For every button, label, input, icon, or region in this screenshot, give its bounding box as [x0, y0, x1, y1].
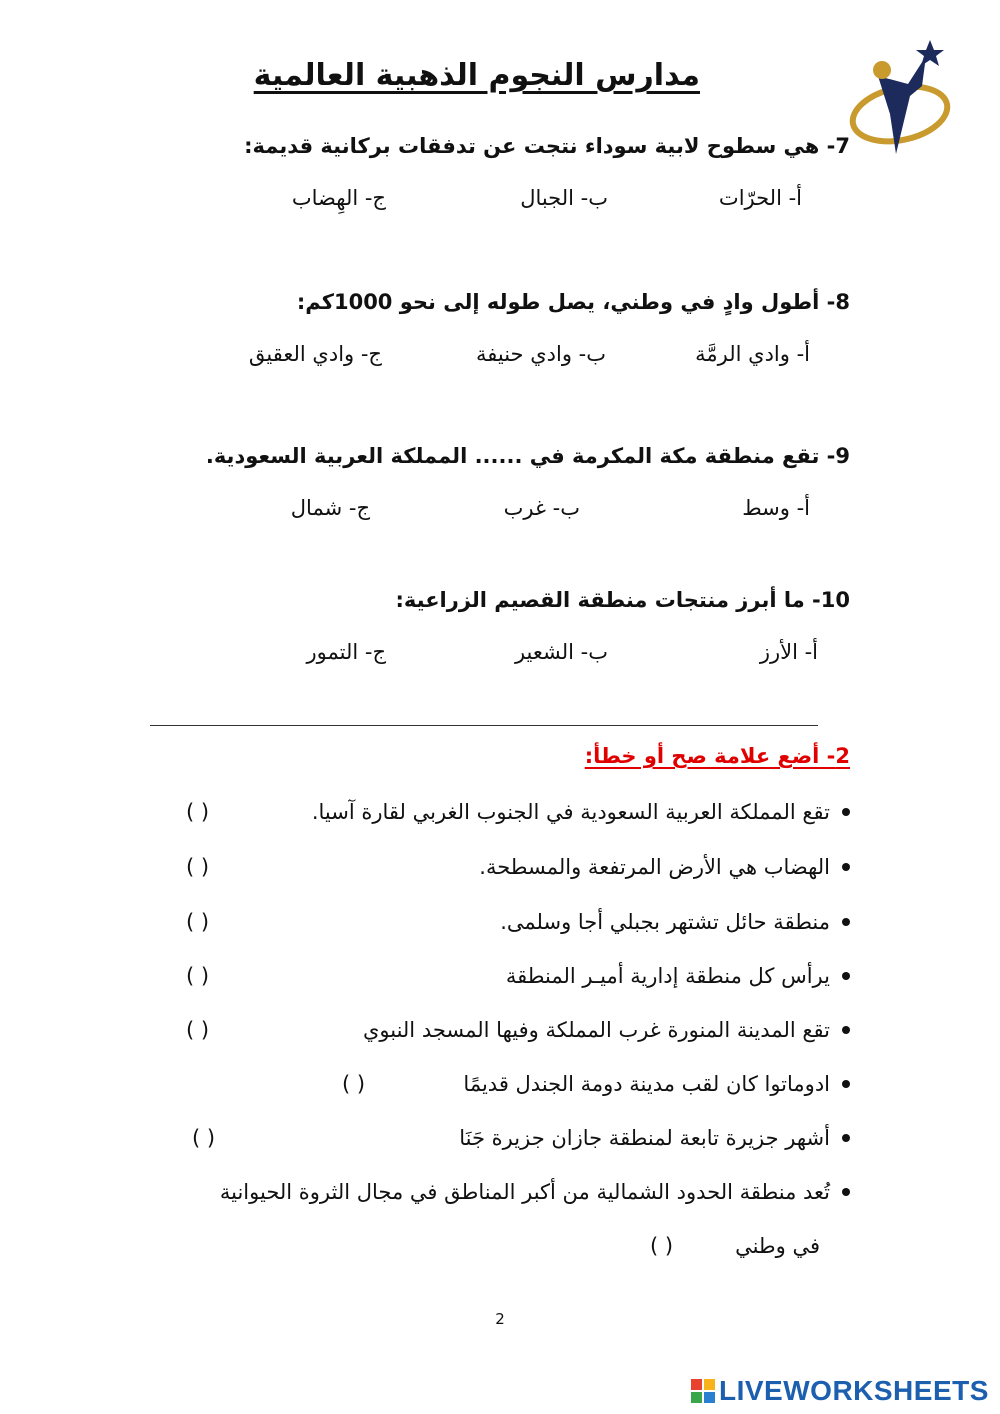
bullet-icon — [842, 1080, 850, 1088]
statement-text: ادوماتوا كان لقب مدينة دومة الجندل قديمًا — [463, 1072, 830, 1096]
statement-text: الهضاب هي الأرض المرتفعة والمسطحة. — [479, 855, 830, 879]
answer-blank-4[interactable]: ( ) — [186, 964, 210, 988]
q7-option-b: ب- الجبال — [520, 186, 608, 210]
bullet-icon — [842, 1188, 850, 1196]
section-title: 2- أضع علامة صح أو خطأ: — [584, 744, 850, 768]
q10-option-b: ب- الشعير — [514, 640, 608, 664]
bullet-icon — [842, 918, 850, 926]
brand-text: LIVEWORKSHEETS — [719, 1375, 989, 1406]
q7-option-a: أ- الحرّات — [718, 186, 802, 210]
bullet-icon — [842, 808, 850, 816]
q10-option-c: ج- التمور — [306, 640, 386, 664]
q8-option-b: ب- وادي حنيفة — [476, 342, 606, 366]
bullet-icon — [842, 1134, 850, 1142]
bullet-icon — [842, 972, 850, 980]
statement-5 — [363, 1018, 850, 1042]
q7-option-c: ج- الهِضاب — [291, 186, 386, 210]
statement-text: تقع المملكة العربية السعودية في الجنوب الغربي لقارة آسيا. — [311, 800, 830, 824]
statement-text: تقع المدينة المنورة غرب المملكة وفيها المسجد النبوي — [362, 1018, 830, 1042]
statement-6 — [463, 1072, 850, 1096]
statement-8 — [220, 1180, 850, 1204]
q9-option-c: ج- شمال — [290, 496, 370, 520]
page-title: مدارس النجوم الذهبية العالمية — [253, 58, 700, 93]
answer-blank-1[interactable]: ( ) — [186, 800, 210, 824]
statement-text: يرأس كل منطقة إدارية أميـر المنطقة — [505, 964, 830, 988]
statement-text: تُعد منطقة الحدود الشمالية من أكبر المناطق في مجال الثروة الحيوانية — [219, 1180, 830, 1204]
answer-blank-5[interactable]: ( ) — [186, 1018, 210, 1042]
statement-8-continuation: في وطني — [735, 1234, 820, 1258]
bullet-icon — [842, 863, 850, 871]
question-8: 8- أطول وادٍ في وطني، يصل طوله إلى نحو 1000كم: — [296, 290, 850, 314]
question-7: 7- هي سطوح لابية سوداء نتجت عن تدفقات بركانية قديمة: — [244, 134, 850, 158]
statement-7 — [459, 1126, 850, 1150]
answer-blank-2[interactable]: ( ) — [186, 855, 210, 879]
statement-text: أشهر جزيرة تابعة لمنطقة جازان جزيرة جَنَا — [459, 1126, 830, 1150]
statement-4 — [506, 964, 850, 988]
q8-option-c: ج- وادي العقيق — [248, 342, 382, 366]
liveworksheets-icon — [690, 1378, 716, 1404]
divider — [150, 725, 818, 726]
page-number: 2 — [495, 1310, 505, 1328]
answer-blank-3[interactable]: ( ) — [186, 910, 210, 934]
statement-3 — [500, 910, 850, 934]
q9-option-b: ب- غرب — [503, 496, 580, 520]
question-9: 9- تقع منطقة مكة المكرمة في ...... المملكة العربية السعودية. — [205, 444, 850, 468]
statement-1 — [312, 800, 850, 824]
bullet-icon — [842, 1026, 850, 1034]
q8-option-a: أ- وادي الرمَّة — [695, 342, 810, 366]
q9-option-a: أ- وسط — [742, 496, 810, 520]
brand-logo[interactable] — [690, 1374, 989, 1408]
star-person-ring-logo — [848, 36, 952, 164]
q10-option-a: أ- الأرز — [759, 640, 818, 664]
answer-blank-7[interactable]: ( ) — [192, 1126, 216, 1150]
answer-blank-6[interactable]: ( ) — [342, 1072, 366, 1096]
statement-2 — [479, 855, 850, 879]
statement-text: منطقة حائل تشتهر بجبلي أجا وسلمى. — [500, 910, 830, 934]
answer-blank-8[interactable]: ( ) — [650, 1234, 674, 1258]
question-10: 10- ما أبرز منتجات منطقة القصيم الزراعية: — [395, 588, 850, 612]
